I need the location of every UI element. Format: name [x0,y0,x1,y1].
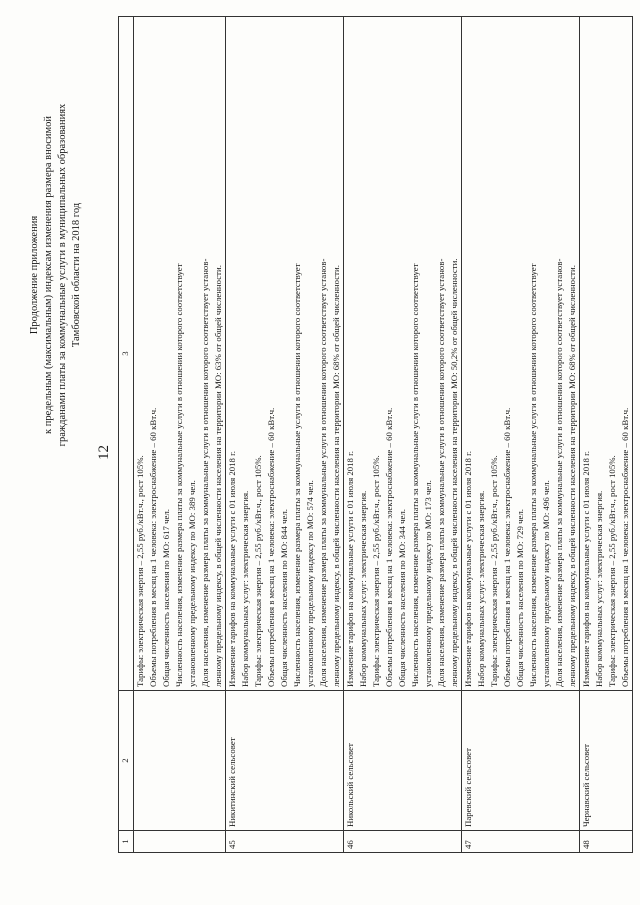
municipality-name: Чернавский сельсовет [580,691,633,831]
header-col-municipality: 2 [119,691,134,831]
description-line: установленному предельному индексу по МО: 173 чел. [423,480,433,687]
tariff-description [580,17,633,691]
description-line: установленному предельному индексу по МО: 496 чел. [541,480,551,687]
description-line: Численность населения, изменение размера платы за коммунальные услуги в отношении которого соответствует [292,263,302,687]
header-line: гражданами платы за коммунальные услуги в муниципальных образованиях [57,103,68,447]
tariff-description [134,17,226,691]
description-line: Доля населения, изменение размера платы за коммунальные услуги в отношении которого соответствует установ- [436,258,446,687]
description-line: Численность населения, изменение размера платы за коммунальные услуги в отношении которого соответствует [528,263,538,687]
description-line: Тарифы: электрическая энергия – 2,55 руб./кВт.ч., рост 105%. [253,455,263,687]
description-line: Объемы потребления в месяц на 1 человека: электроснабжение – 60 кВт.ч. [620,407,630,687]
tariff-description [344,17,462,691]
row-number: 45 [226,831,344,853]
description-line: Набор коммунальных услуг: электрическая энергия. [358,490,368,687]
description-line: Изменение тарифов на коммунальные услуги с 01 июля 2018 г. [463,451,473,687]
row-number [134,831,226,853]
header-col-description: 3 [119,17,134,691]
header-line: Продолжение приложения [29,215,40,335]
header-col-number: 1 [119,831,134,853]
header-line: к предельным (максимальным) индексам изменения размера вносимой [43,115,54,435]
table-row [134,17,226,853]
description-line: Общая численность населения по МО: 729 чел. [515,509,525,687]
tariff-description [226,17,344,691]
row-number: 47 [462,831,580,853]
municipality-name [134,691,226,831]
municipality-name: Паревский сельсовет [462,691,580,831]
municipality-name: Никольский сельсовет [344,691,462,831]
description-line: Тарифы: электрическая энергия – 2,55 руб./кВт.ч., рост 105%. [135,455,145,687]
description-line: Набор коммунальных услуг: электрическая энергия. [476,490,486,687]
description-line: установленному предельному индексу по МО: 574 чел. [305,480,315,687]
appendix-header [28,40,84,510]
description-line: Изменение тарифов на коммунальные услуги с 01 июля 2018 г. [581,451,591,687]
description-line: Объемы потребления в месяц на 1 человека: электроснабжение – 60 кВт.ч. [266,407,276,687]
description-line: Общая численность населения по МО: 617 чел. [161,509,171,687]
description-line: Тарифы: электрическая энергия – 2,55 руб./кВт.ч., рост 105%. [371,455,381,687]
table-row [580,17,633,853]
description-line: Численность населения, изменение размера платы за коммунальные услуги в отношении которого соответствует [410,263,420,687]
table-header-row [119,17,134,853]
description-line: Набор коммунальных услуг: электрическая энергия. [594,490,604,687]
description-line: Доля населения, изменение размера платы за коммунальные услуги в отношении которого соответствует установ- [200,258,210,687]
description-line: Доля населения, изменение размера платы за коммунальные услуги в отношении которого соответствует установ- [554,258,564,687]
description-line: Набор коммунальных услуг: электрическая энергия. [240,490,250,687]
description-line: Доля населения, изменение размера платы за коммунальные услуги в отношении которого соответствует установ- [318,258,328,687]
description-line: ленному предельному индексу, в общей численности населения на территории МО: 50,2% от общей численности. [449,258,459,687]
description-line: ленному предельному индексу, в общей численности населения на территории МО: 63% от общей численности. [213,265,223,687]
header-line: Тамбовской области на 2018 год [71,202,82,348]
tariff-table [118,16,633,853]
row-number: 46 [344,831,462,853]
description-line: Объемы потребления в месяц на 1 человека: электроснабжение – 60 кВт.ч. [384,407,394,687]
description-line: ленному предельному индексу, в общей численности населения на территории МО: 68% от общей численности. [331,265,341,687]
table-row [344,17,462,853]
table-row [226,17,344,853]
description-line: установленному предельному индексу по МО: 389 чел. [187,480,197,687]
description-line: Объемы потребления в месяц на 1 человека: электроснабжение – 60 кВт.ч. [502,407,512,687]
description-line: Тарифы: электрическая энергия – 2,55 руб./кВт.ч., рост 105%. [489,455,499,687]
description-line: Изменение тарифов на коммунальные услуги с 01 июля 2018 г. [227,451,237,687]
description-line: Тарифы: электрическая энергия – 2,55 руб./кВт.ч., рост 105%. [607,455,617,687]
description-line: Общая численность населения по МО: 344 чел. [397,509,407,687]
row-number: 48 [580,831,633,853]
tariff-description [462,17,580,691]
description-line: Численность населения, изменение размера платы за коммунальные услуги в отношении которого соответствует [174,263,184,687]
description-line: Изменение тарифов на коммунальные услуги с 01 июля 2018 г. [345,451,355,687]
page-number: 12 [96,445,112,460]
municipality-name: Никитинский сельсовет [226,691,344,831]
table-row [462,17,580,853]
description-line: Объемы потребления в месяц на 1 человека: электроснабжение – 60 кВт.ч. [148,407,158,687]
description-line: Общая численность населения по МО: 844 чел. [279,509,289,687]
description-line: ленному предельному индексу, в общей численности населения на территории МО: 68% от общей численности. [567,265,577,687]
